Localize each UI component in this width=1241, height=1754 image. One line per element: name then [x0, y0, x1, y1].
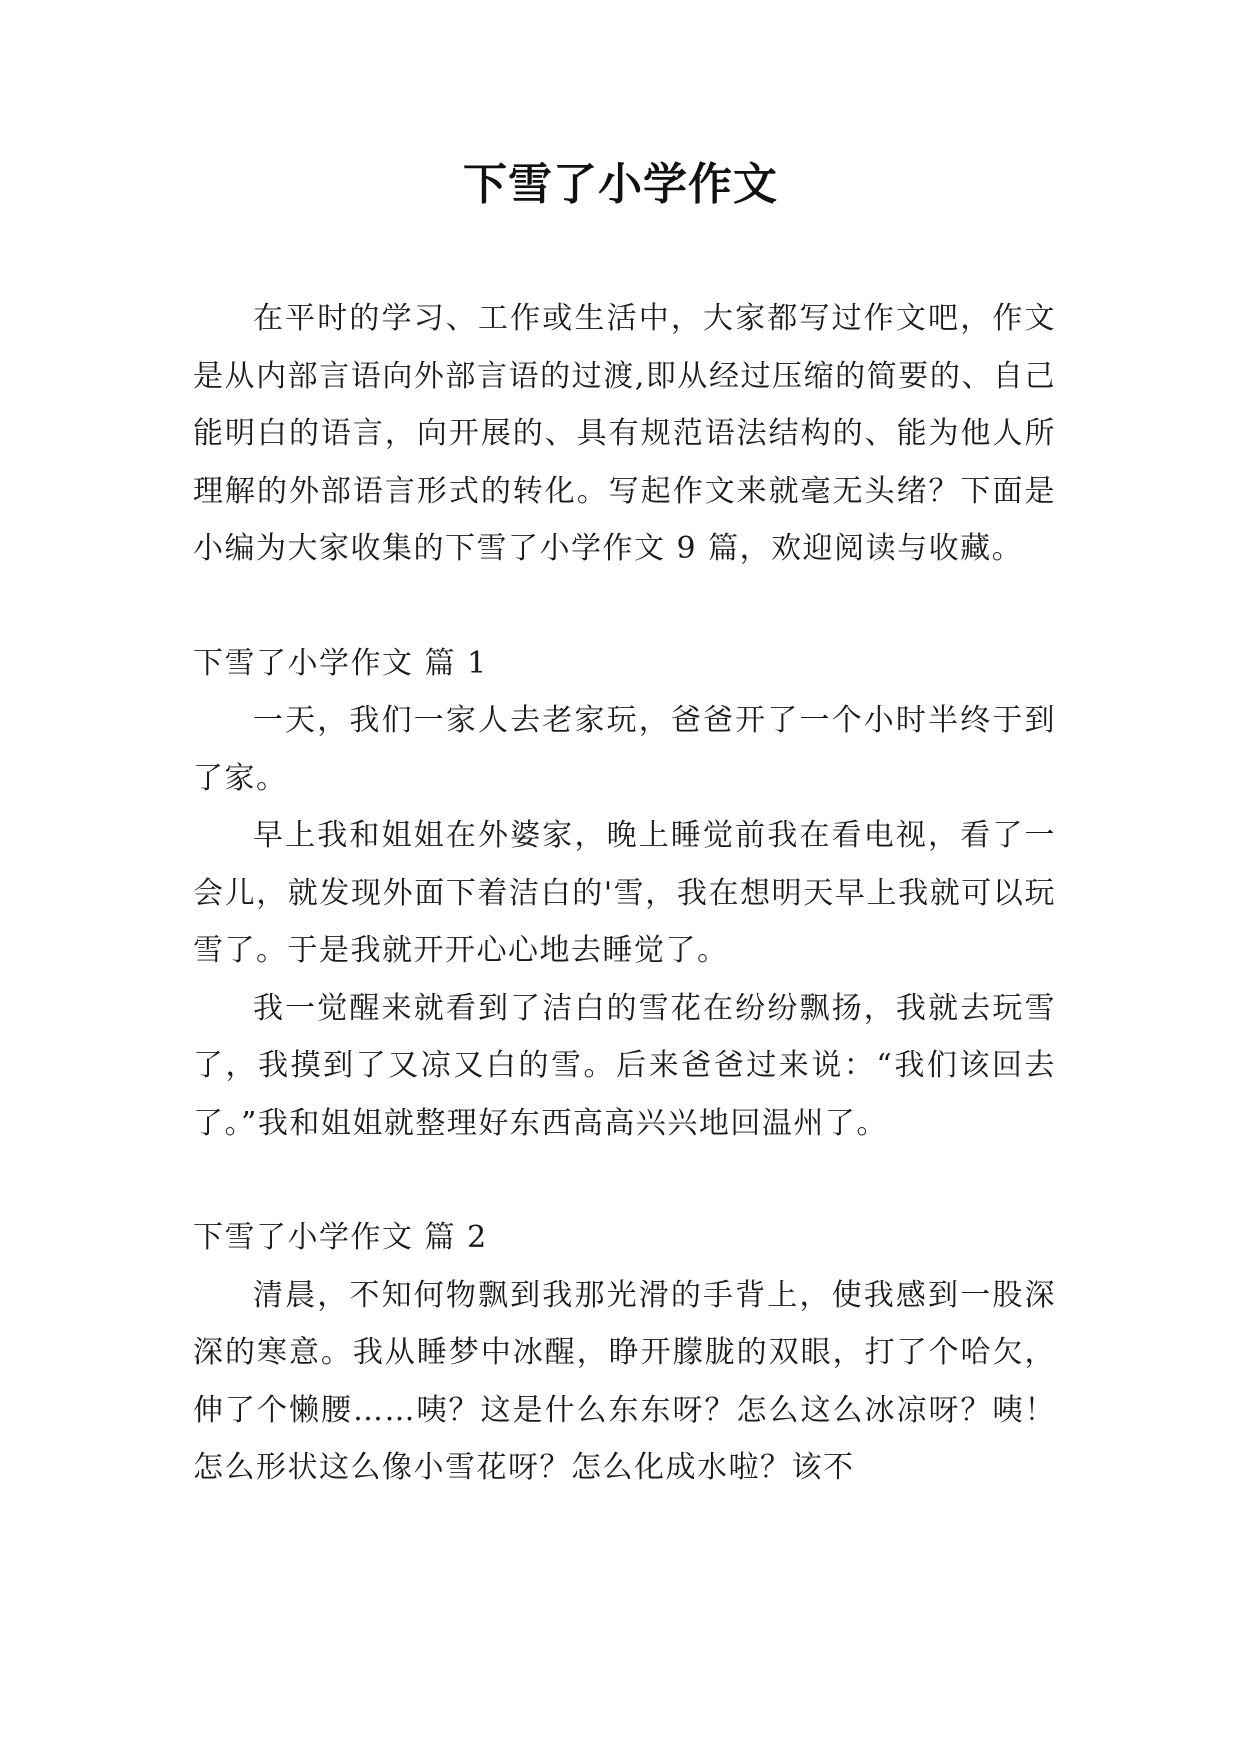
section-heading-2: 下雪了小学作文 篇 2	[193, 1220, 488, 1255]
document-body	[193, 290, 1056, 1497]
section-1-paragraph-1: 一天，我们一家人去老家玩，爸爸开了一个小时半终于到了家。	[193, 703, 1056, 796]
section-heading-1: 下雪了小学作文 篇 1	[193, 645, 488, 681]
section-2-paragraph-1: 清晨，不知何物飘到我那光滑的手背上，使我感到一股深深的寒意。我从睡梦中冰醒，睁开朦胧的双眼，打了个哈欠，伸了个懒腰……咦？这是什么东东呀？怎么这么冰凉呀？咦！怎么形状这么像小雪花呀？怎么化成水啦？该不	[193, 1277, 1056, 1485]
intro-paragraph: 在平时的学习、工作或生活中，大家都写过作文吧，作文是从内部言语向外部言语的过渡,即从经过压缩的简要的、自己能明白的语言，向开展的、具有规范语法结构的、能为他人所理解的外部语言形式的转化。写起作文来就毫无头绪？下面是小编为大家收集的下雪了小学作文 9 篇，欢迎阅读与收藏。	[193, 301, 1056, 566]
document-title: 下雪了小学作文	[463, 159, 778, 210]
section-gap	[193, 1152, 1056, 1209]
section-1-paragraph-3: 我一觉醒来就看到了洁白的雪花在纷纷飘扬，我就去玩雪了，我摸到了又凉又白的雪。后来爸爸过来说：“我们该回去了。”我和姐姐就整理好东西高高兴兴地回温州了。	[193, 990, 1056, 1141]
section-1-paragraph-2: 早上我和姐姐在外婆家，晚上睡觉前我在看电视，看了一会儿，就发现外面下着洁白的'雪，我在想明天早上我就可以玩雪了。于是我就开开心心地去睡觉了。	[193, 818, 1056, 968]
section-gap	[193, 578, 1056, 635]
